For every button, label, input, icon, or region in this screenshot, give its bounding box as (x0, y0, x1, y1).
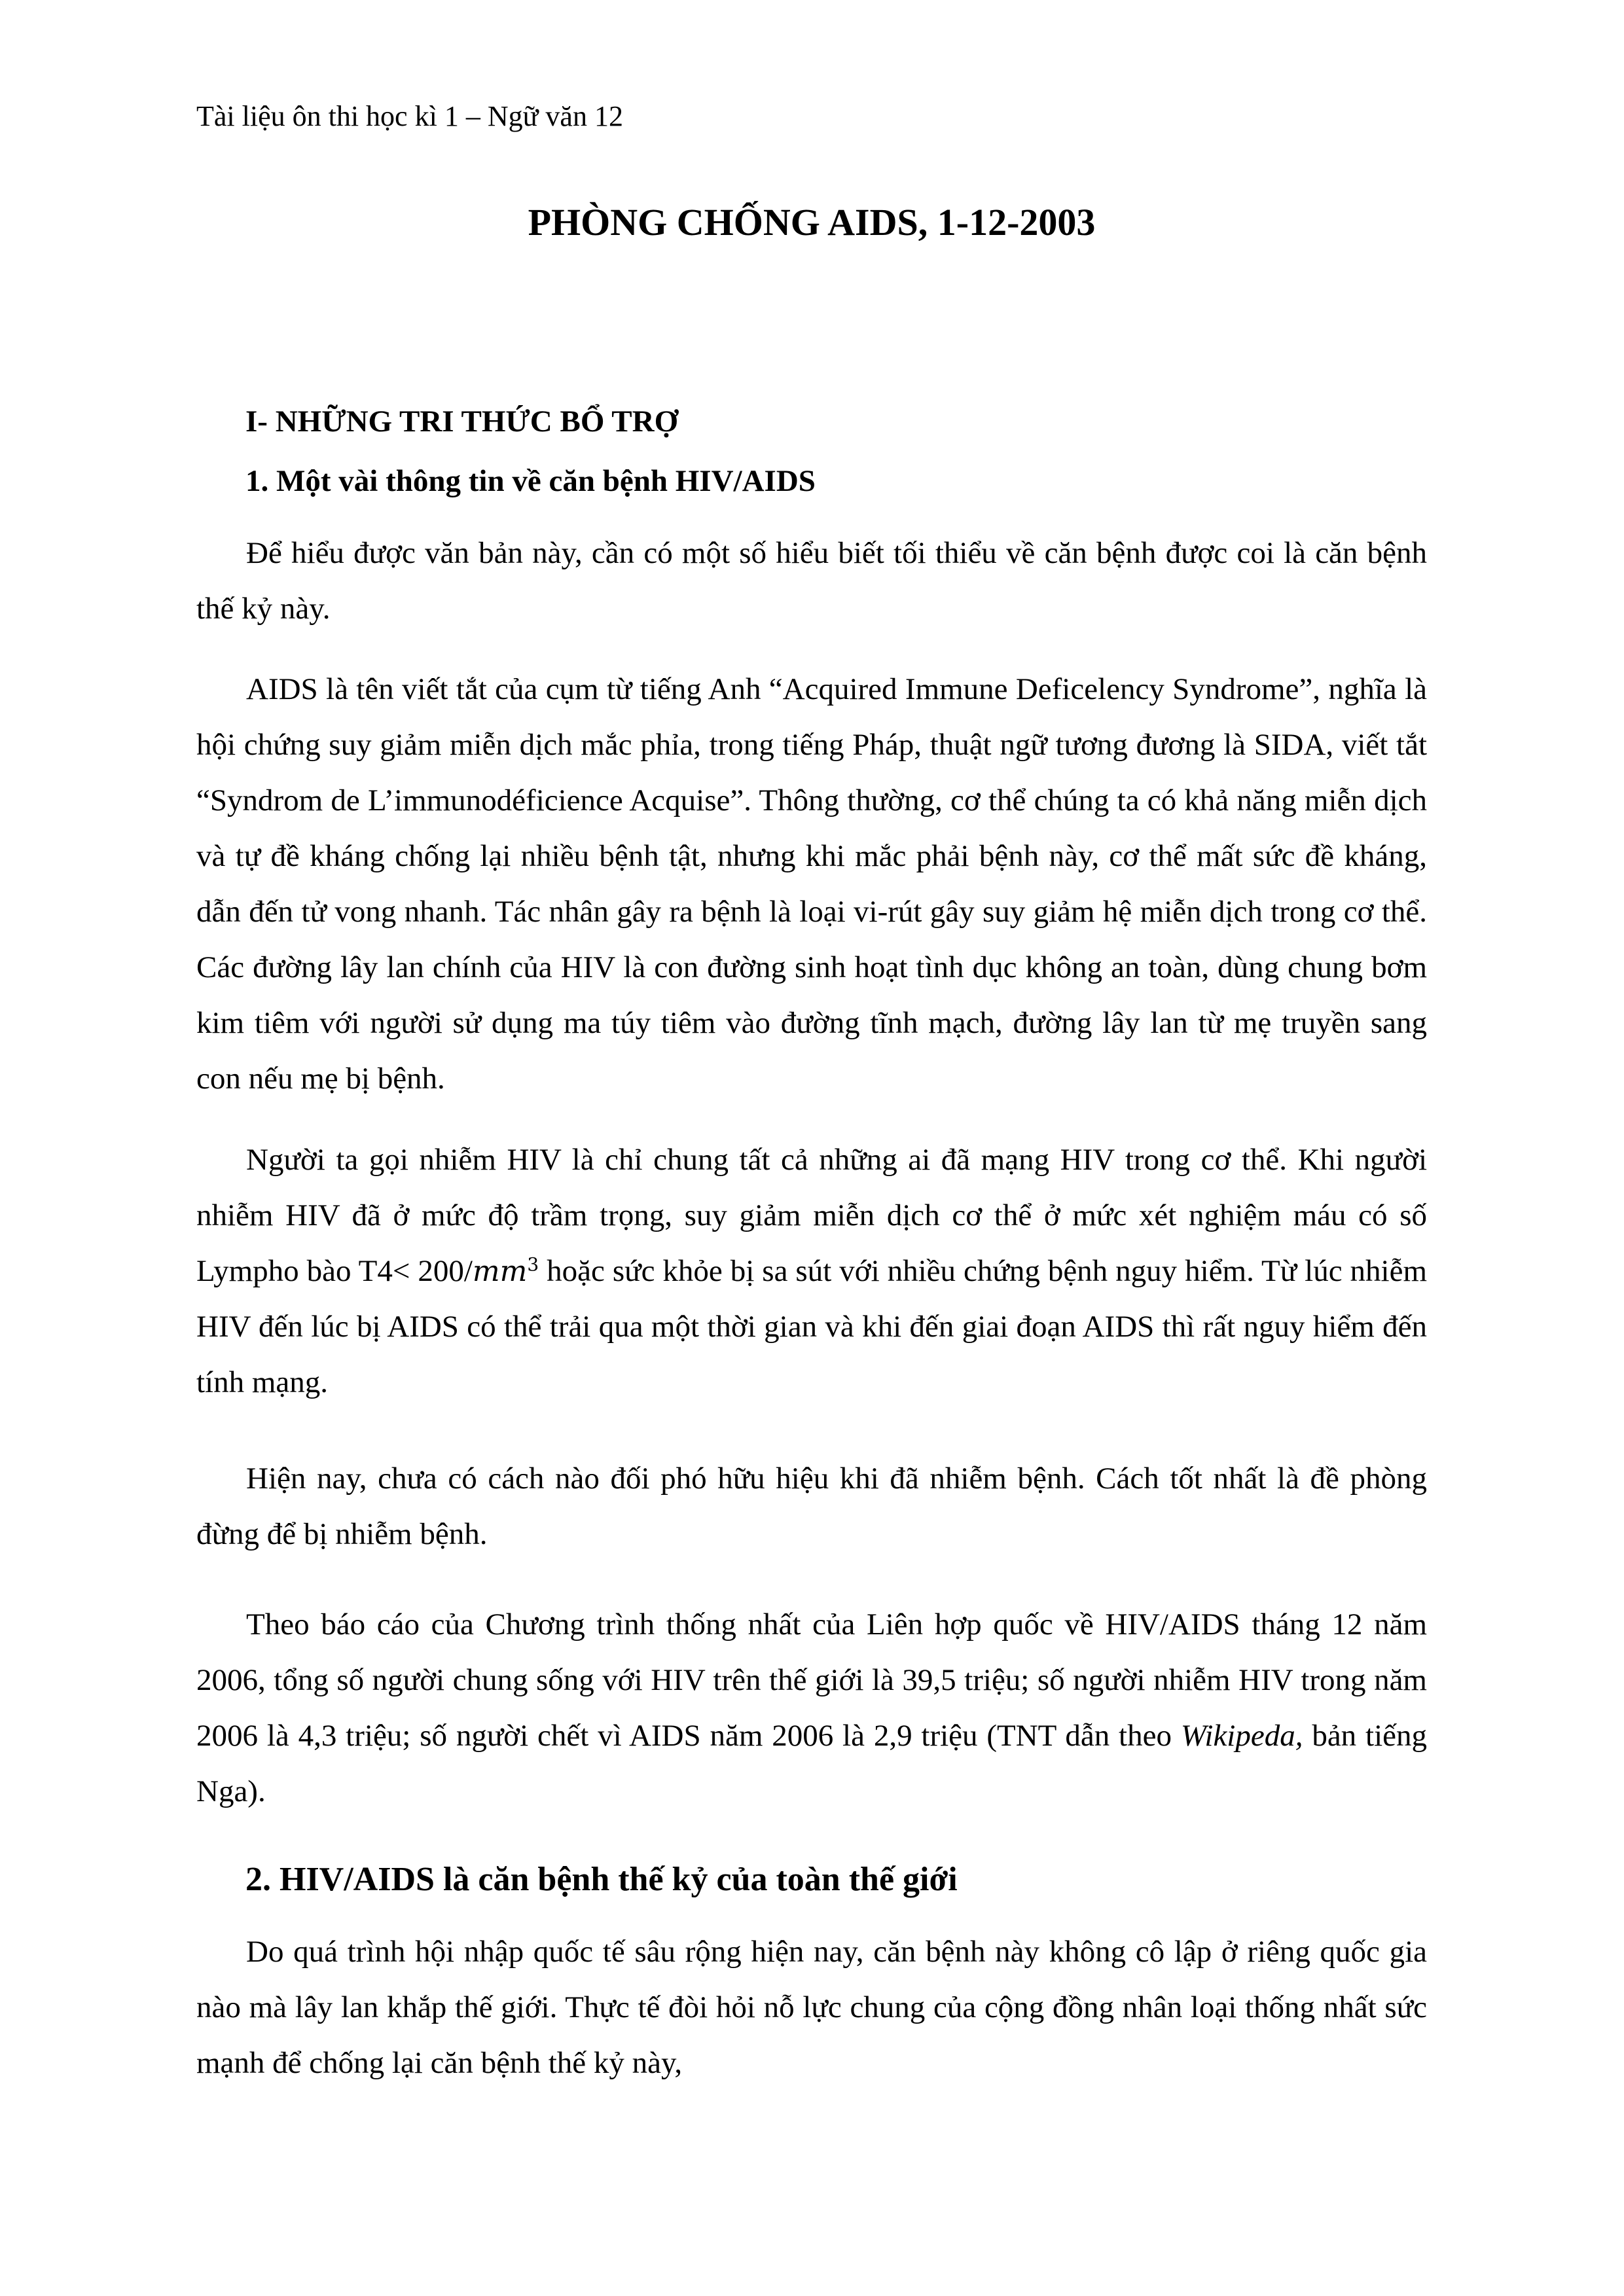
running-header: Tài liệu ôn thi học kì 1 – Ngữ văn 12 (196, 100, 623, 132)
source-citation: Wikipeda, (1180, 1719, 1303, 1753)
subsection-heading-1: 1. Một vài thông tin về căn bệnh HIV/AIDS (245, 464, 816, 498)
paragraph-aids-definition: AIDS là tên viết tắt của cụm từ tiếng Anh “Acquired Immune Deficelency Syndrome”, nghĩa là hội chứng suy giảm miễn dịch mắc phỉa, trong tiếng Pháp, thuật ngữ tương đương là SIDA, viết tắt “Syndrom de L’immunodéficience Acquise”. Thông thường, cơ thể chúng ta có khả năng miễn dịch và tự đề kháng chống lại nhiều bệnh tật, nhưng khi mắc phải bệnh này, cơ thể mất sức đề kháng, dẫn đến tử vong nhanh. Tác nhân gây ra bệnh là loại vi-rút gây suy giảm hệ miễn dịch trong cơ thể. Các đường lây lan chính của HIV là con đường sinh hoạt tình dục không an toàn, dùng chung bơm kim tiêm với người sử dụng ma túy tiêm vào đường tĩnh mạch, đường lây lan từ mẹ truyền sang con nếu mẹ bị bệnh. (196, 672, 1427, 1096)
paragraph-global-disease: Do quá trình hội nhập quốc tế sâu rộng hiện nay, căn bệnh này không cô lập ở riêng quốc gia nào mà lây lan khắp thế giới. Thực tế đòi hỏi nỗ lực chung của cộng đồng nhân loại thống nhất sức mạnh để chống lại căn bệnh thế kỷ này, (196, 1935, 1427, 2080)
paragraph-statistics-text-end: bản tiếng Nga). (196, 1719, 1427, 1808)
subsection-heading-2: 2. HIV/AIDS là căn bệnh thế kỷ của toàn thế giới (245, 1861, 958, 1898)
paragraph-statistics (196, 1597, 1427, 1820)
paragraph-hiv-infection-text-end: hoặc sức khỏe bị sa sút với nhiều chứng bệnh nguy hiểm. Từ lúc nhiễm HIV đến lúc bị AIDS có thể trải qua một thời gian và khi đến giai đoạn AIDS thì rất nguy hiểm đến tính mạng. (196, 1254, 1428, 1399)
unit-mm-cubed (473, 1255, 539, 1288)
paragraph-statistics-text-start: Theo báo cáo của Chương trình thống nhất của Liên hợp quốc về HIV/AIDS tháng 12 năm 2006, tổng số người chung sống với HIV trên thế giới là 39,5 triệu; số người nhiễm HIV trong năm 2006 là 4,3 triệu; số người chết vì AIDS năm 2006 là 2,9 triệu (TNT dẫn theo (196, 1607, 1427, 1753)
paragraph-hiv-infection (196, 1132, 1427, 1410)
unit-mm: mm (472, 1255, 528, 1288)
document-title: PHÒNG CHỐNG AIDS, 1-12-2003 (528, 201, 1096, 243)
paragraph-prevention: Hiện nay, chưa có cách nào đối phó hữu hiệu khi đã nhiễm bệnh. Cách tốt nhất là đề phòng đừng để bị nhiễm bệnh. (196, 1462, 1427, 1551)
unit-exponent: 3 (527, 1253, 539, 1276)
paragraph-hiv-infection-text-start: Người ta gọi nhiễm HIV là chỉ chung tất cả những ai đã mạng HIV trong cơ thể. Khi người nhiễm HIV đã ở mức độ trầm trọng, suy giảm miễn dịch cơ thể ở mức xét nghiệm máu có số Lympho bào T4< 200/ (196, 1143, 1427, 1288)
paragraph-intro: Để hiểu được văn bản này, cần có một số hiểu biết tối thiểu về căn bệnh được coi là căn bệnh thế kỷ này. (196, 536, 1427, 626)
section-heading-1: I- NHỮNG TRI THỨC BỔ TRỢ (245, 404, 679, 439)
